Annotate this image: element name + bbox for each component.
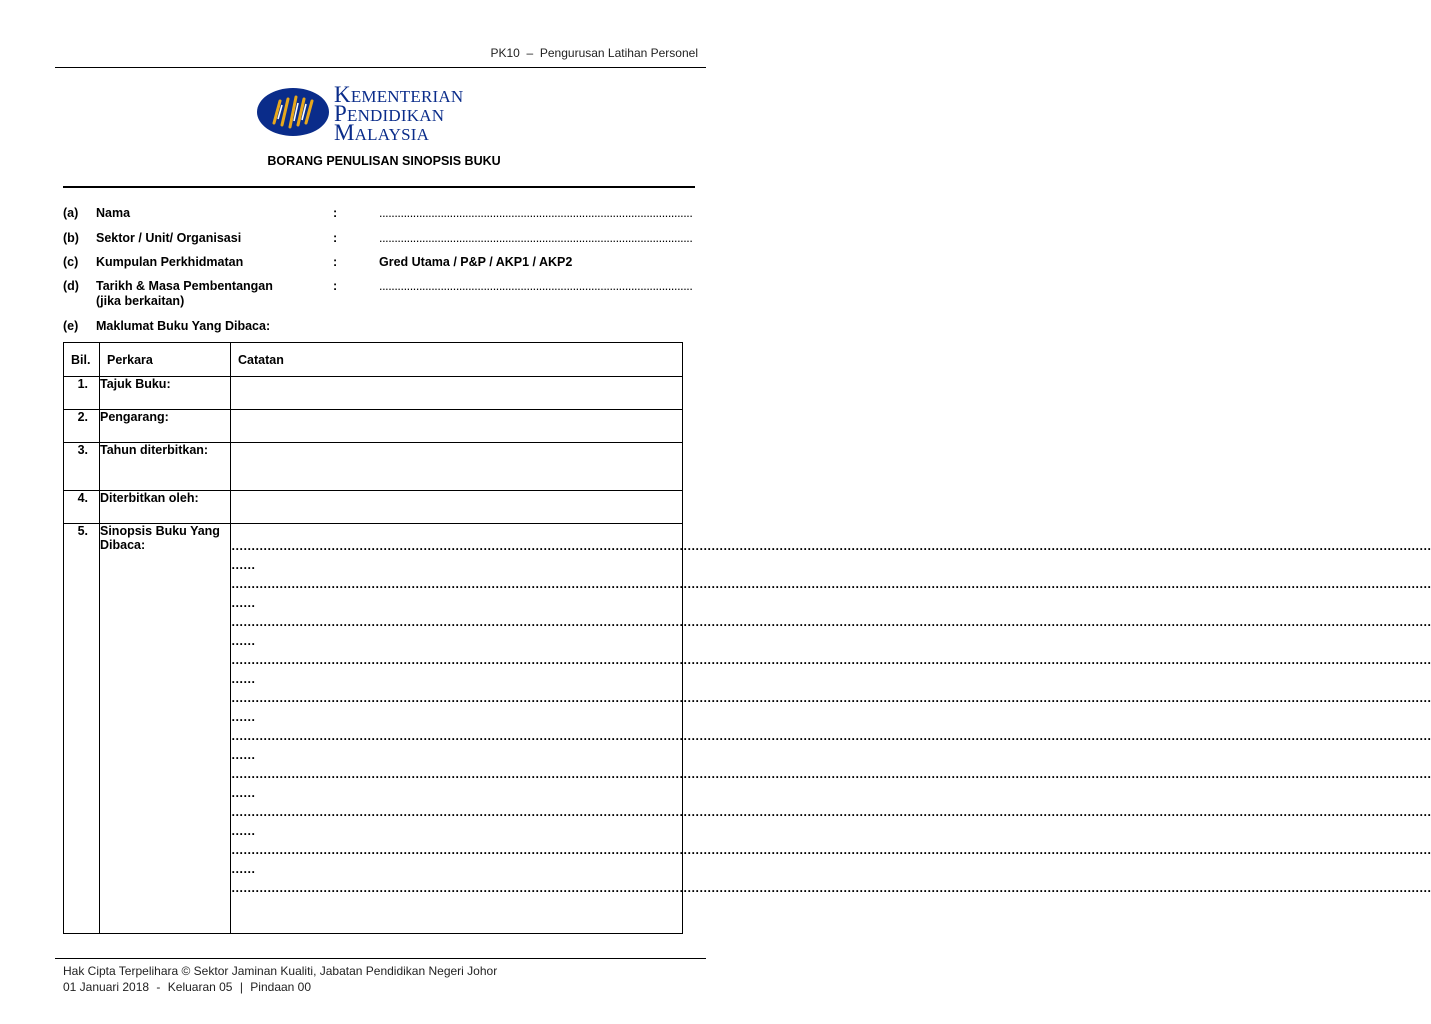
form-title: BORANG PENULISAN SINOPSIS BUKU bbox=[267, 154, 501, 168]
header-dash: – bbox=[526, 46, 534, 60]
synopsis-line-long: ………………………………………………………………………………………………………………………………………………………………………………………………………………………………………………………………………… bbox=[231, 729, 1431, 743]
row-catatan-cell[interactable] bbox=[231, 377, 683, 410]
row-catatan-cell[interactable] bbox=[231, 443, 683, 491]
synopsis-line-short: …… bbox=[231, 710, 255, 724]
footer-separator: - bbox=[156, 980, 161, 994]
synopsis-dotted-lines[interactable] bbox=[231, 524, 1431, 898]
synopsis-line-long: ………………………………………………………………………………………………………………………………………………………………………………………………………………………………………………………………………… bbox=[231, 881, 1431, 895]
tarikh-input-line[interactable]: ...................................................................................................... bbox=[379, 279, 693, 293]
row-perkara: Tahun diterbitkan: bbox=[100, 443, 231, 491]
synopsis-line-long: ………………………………………………………………………………………………………………………………………………………………………………………………………………………………………………………………………… bbox=[231, 653, 1431, 667]
synopsis-line-long: ………………………………………………………………………………………………………………………………………………………………………………………………………………………………………………………………………… bbox=[231, 691, 1431, 705]
field-letter: (b) bbox=[63, 231, 79, 245]
header-code: PK10 bbox=[490, 46, 520, 60]
synopsis-line-long: ………………………………………………………………………………………………………………………………………………………………………………………………………………………………………………………………………… bbox=[231, 577, 1431, 591]
synopsis-line-short: …… bbox=[231, 596, 255, 610]
synopsis-line-long: ………………………………………………………………………………………………………………………………………………………………………………………………………………………………………………………………………… bbox=[231, 843, 1431, 857]
synopsis-line-short: …… bbox=[231, 862, 255, 876]
synopsis-line-short: …… bbox=[231, 824, 255, 838]
synopsis-line-short: …… bbox=[231, 634, 255, 648]
row-number: 1. bbox=[64, 377, 100, 410]
field-label-kumpulan: Kumpulan Perkhidmatan bbox=[96, 255, 244, 269]
header-catatan: Catatan bbox=[231, 343, 683, 377]
row-number: 3. bbox=[64, 443, 100, 491]
logo-line-3: MALAYSIA bbox=[334, 120, 430, 145]
sektor-input-line[interactable]: ...................................................................................................... bbox=[379, 231, 693, 245]
logo-line-1: KEMENTERIAN bbox=[334, 82, 464, 107]
synopsis-line-long: ………………………………………………………………………………………………………………………………………………………………………………………………………………………………………………………………………… bbox=[231, 539, 1431, 553]
header-perkara: Perkara bbox=[100, 343, 231, 377]
synopsis-line-short: …… bbox=[231, 558, 255, 572]
synopsis-line-short: …… bbox=[231, 748, 255, 762]
field-colon: : bbox=[333, 231, 338, 245]
footer-separator: | bbox=[239, 980, 243, 994]
footer-copyright: Hak Cipta Terpelihara © Sektor Jaminan Kualiti, Jabatan Pendidikan Negeri Johor bbox=[63, 964, 498, 978]
field-letter: (e) bbox=[63, 319, 79, 333]
footer-pindaan: Pindaan 00 bbox=[250, 980, 312, 994]
footer-keluaran: Keluaran 05 bbox=[167, 980, 233, 994]
table-header-row bbox=[64, 343, 683, 377]
field-letter: (d) bbox=[63, 279, 79, 293]
table-row bbox=[64, 443, 683, 491]
row-number: 4. bbox=[64, 491, 100, 524]
synopsis-line-short: …… bbox=[231, 672, 255, 686]
table-row bbox=[64, 377, 683, 410]
page-header bbox=[490, 46, 698, 60]
field-sublabel-tarikh: (jika berkaitan) bbox=[96, 294, 185, 308]
footer-revision bbox=[63, 979, 497, 995]
page-footer bbox=[63, 963, 497, 995]
row-perkara: Tajuk Buku: bbox=[100, 377, 231, 410]
table-row bbox=[64, 410, 683, 443]
synopsis-line-short: …… bbox=[231, 786, 255, 800]
row-number: 5. bbox=[64, 524, 100, 934]
ministry-wordmark bbox=[334, 82, 464, 145]
nama-input-line[interactable]: ...................................................................................................... bbox=[379, 206, 693, 220]
field-label-tarikh: Tarikh & Masa Pembentangan bbox=[96, 279, 273, 293]
field-colon: : bbox=[333, 279, 338, 293]
row-number: 2. bbox=[64, 410, 100, 443]
table-row bbox=[64, 524, 683, 934]
header-title: Pengurusan Latihan Personel bbox=[539, 46, 698, 60]
footer-rule bbox=[55, 958, 706, 959]
synopsis-line-long: ………………………………………………………………………………………………………………………………………………………………………………………………………………………………………………………………………… bbox=[231, 615, 1431, 629]
field-label-nama: Nama bbox=[96, 206, 131, 220]
row-catatan-cell[interactable] bbox=[231, 491, 683, 524]
header-rule bbox=[55, 67, 706, 68]
field-letter: (a) bbox=[63, 206, 79, 220]
ministry-logo bbox=[256, 82, 506, 145]
synopsis-cell[interactable] bbox=[231, 524, 1431, 934]
logo-line-2: PENDIDIKAN bbox=[334, 101, 445, 126]
header-bil: Bil. bbox=[64, 343, 100, 377]
field-label-sektor: Sektor / Unit/ Organisasi bbox=[96, 231, 242, 245]
table-row bbox=[64, 491, 683, 524]
synopsis-line-long: ………………………………………………………………………………………………………………………………………………………………………………………………………………………………………………………………………… bbox=[231, 767, 1431, 781]
kumpulan-options[interactable]: Gred Utama / P&P / AKP1 / AKP2 bbox=[379, 255, 573, 269]
row-perkara: Diterbitkan oleh: bbox=[100, 491, 231, 524]
title-rule bbox=[63, 186, 695, 188]
book-info-table bbox=[63, 342, 1431, 934]
ministry-emblem-icon bbox=[256, 87, 332, 137]
row-catatan-cell[interactable] bbox=[231, 410, 683, 443]
row-perkara: Pengarang: bbox=[100, 410, 231, 443]
footer-date: 01 Januari 2018 bbox=[63, 980, 150, 994]
synopsis-line-long: ………………………………………………………………………………………………………………………………………………………………………………………………………………………………………………………………………… bbox=[231, 805, 1431, 819]
row-perkara: Sinopsis Buku Yang Dibaca: bbox=[100, 524, 231, 934]
field-colon: : bbox=[333, 255, 338, 269]
field-colon: : bbox=[333, 206, 338, 220]
field-letter: (c) bbox=[63, 255, 79, 269]
field-label-maklumat: Maklumat Buku Yang Dibaca: bbox=[96, 319, 271, 333]
